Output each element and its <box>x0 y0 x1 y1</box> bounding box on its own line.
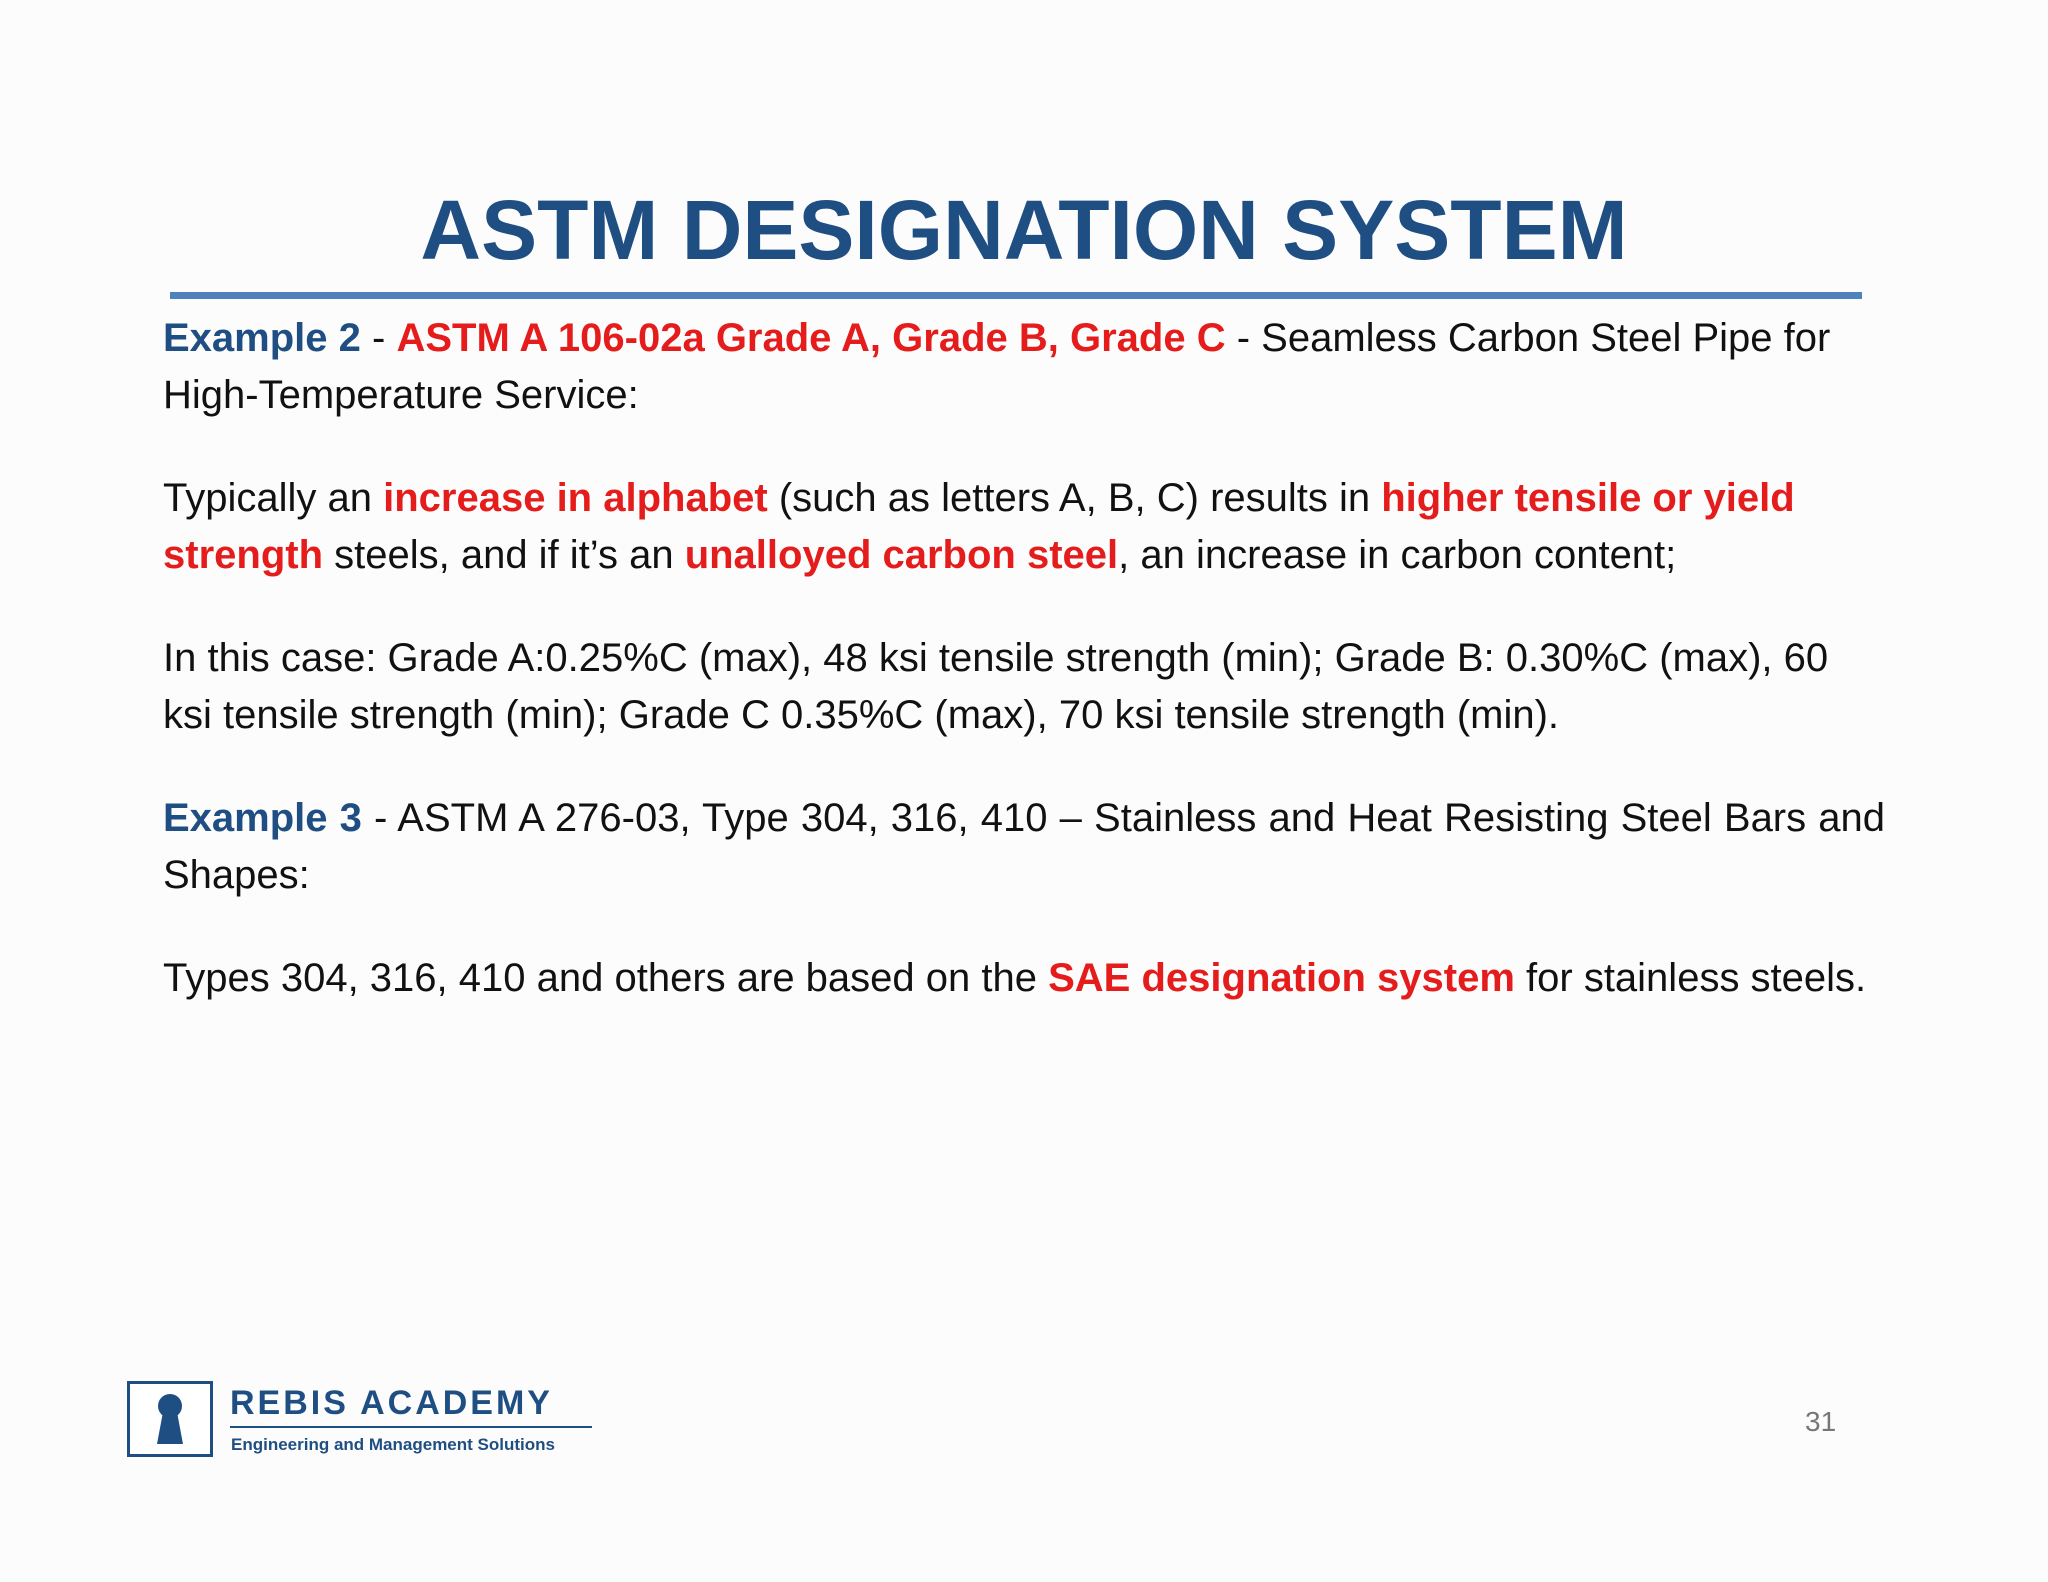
text-segment: Typically an <box>163 476 384 520</box>
text-segment: for stainless steels. <box>1514 956 1867 1000</box>
highlight-higher-strength: higher tensile or yield strength <box>163 476 1795 577</box>
title-underline <box>170 292 1862 299</box>
example-2-spec: ASTM A 106-02a Grade A, Grade B, Grade C <box>396 316 1226 360</box>
keyhole-icon <box>130 1384 210 1454</box>
sae-paragraph <box>163 950 1885 1007</box>
example-2-description: - Seamless Carbon Steel Pipe for High-Temperature Service: <box>163 316 1831 417</box>
example-2-paragraph <box>163 310 1885 424</box>
highlight-sae-designation-system: SAE designation system <box>1048 956 1515 1000</box>
example-2-separator: - <box>360 316 397 360</box>
text-segment: Types 304, 316, 410 and others are based on the <box>163 956 1049 1000</box>
logo-name: REBIS ACADEMY <box>230 1384 553 1422</box>
page-number: 31 <box>1805 1406 1837 1437</box>
logo-tagline: Engineering and Management Solutions <box>231 1435 555 1454</box>
grade-values-paragraph: In this case: Grade A:0.25%C (max), 48 ksi tensile strength (min); Grade B: 0.30%C (max), 60 ksi tensile strength (min); Grade C 0.35%C (max), 70 ksi tensile strength (min). <box>163 636 1829 737</box>
slide-body <box>163 310 1885 1053</box>
slide-title: ASTM DESIGNATION SYSTEM <box>420 183 1628 277</box>
highlight-increase-in-alphabet: increase in alphabet <box>383 476 768 520</box>
logo-divider <box>230 1426 592 1428</box>
example-3-label: Example 3 <box>163 796 362 840</box>
example-2-label: Example 2 <box>163 316 361 360</box>
highlight-unalloyed-carbon-steel: unalloyed carbon steel <box>684 533 1119 577</box>
grade-explanation-paragraph <box>163 470 1885 584</box>
text-segment: (such as letters A, B, C) results in <box>767 476 1382 520</box>
text-segment: , an increase in carbon content; <box>1118 533 1677 577</box>
example-3-paragraph <box>163 790 1885 904</box>
example-3-description: - ASTM A 276-03, Type 304, 316, 410 – Stainless and Heat Resisting Steel Bars and Shapes: <box>163 796 1885 897</box>
logo-box <box>127 1381 213 1457</box>
text-segment: steels, and if it’s an <box>323 533 685 577</box>
rebis-academy-logo <box>127 1381 597 1461</box>
